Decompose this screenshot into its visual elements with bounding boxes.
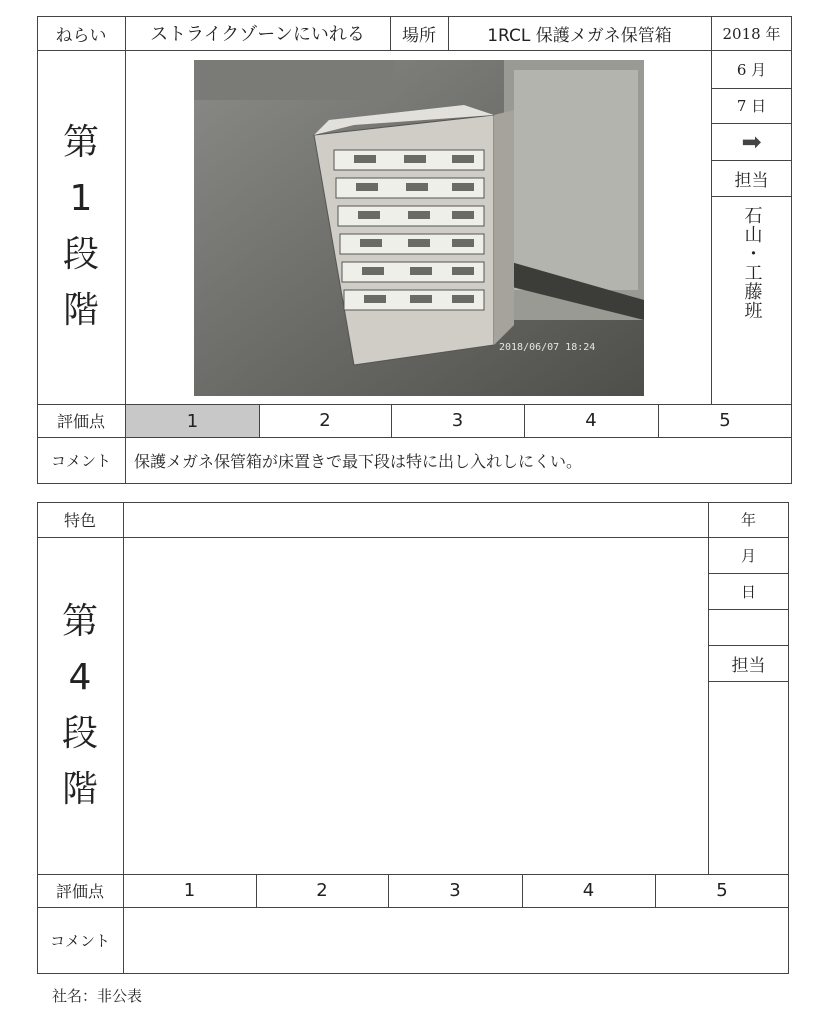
score-option: 4 [582,880,595,901]
score-option: 1 [183,880,196,901]
day-cell: 7 日 [736,97,767,115]
feature-label: 特色 [63,511,96,530]
day-cell: 日 [740,582,756,601]
comment-label: コメント [50,452,111,470]
person-label: 担当 [731,655,766,676]
stage-char: 階 [62,290,99,331]
score-option: 2 [319,410,331,431]
stage-char: 段 [61,712,98,754]
score-option: 3 [449,880,461,901]
photo-timestamp: 2018/06/07 18:24 [499,342,596,353]
stage-char: 段 [62,234,99,275]
aim-label: ねらい [55,25,107,46]
company-name: 社名：非公表 [52,987,143,1005]
score-option-selected: 1 [126,405,259,437]
stage-number: 4 [68,656,92,698]
score-label: 評価点 [56,412,105,431]
month-cell: 月 [740,546,756,565]
right-arrow-icon: ➡ [741,127,762,156]
person-value: 石山・工藤班 [741,206,763,320]
storage-box-photo [194,60,644,396]
score-option: 4 [585,410,597,431]
place-label: 場所 [402,25,436,46]
year-cell: 2018 年 [722,24,781,43]
stage-char: 階 [61,768,98,810]
score-option: 2 [316,880,328,901]
stage-title [37,50,125,404]
aim-value: ストライクゾーンにいれる [150,24,365,45]
stage-title [37,537,123,874]
stage-number: 1 [69,178,93,219]
comment-label: コメント [49,932,110,950]
person-label: 担当 [734,170,769,191]
month-cell: 6 月 [736,60,767,79]
score-label: 評価点 [55,882,104,901]
score-option: 5 [716,880,728,901]
stage-char: 第 [62,122,99,163]
score-option: 3 [451,410,464,431]
score-option: 5 [719,410,731,431]
place-value: 1RCL 保護メガネ保管箱 [487,25,672,46]
comment-text: 保護メガネ保管箱が床置きで最下段は特に出し入れしにくい。 [134,452,583,471]
year-cell: 年 [740,511,756,529]
stage-char: 第 [61,600,98,642]
